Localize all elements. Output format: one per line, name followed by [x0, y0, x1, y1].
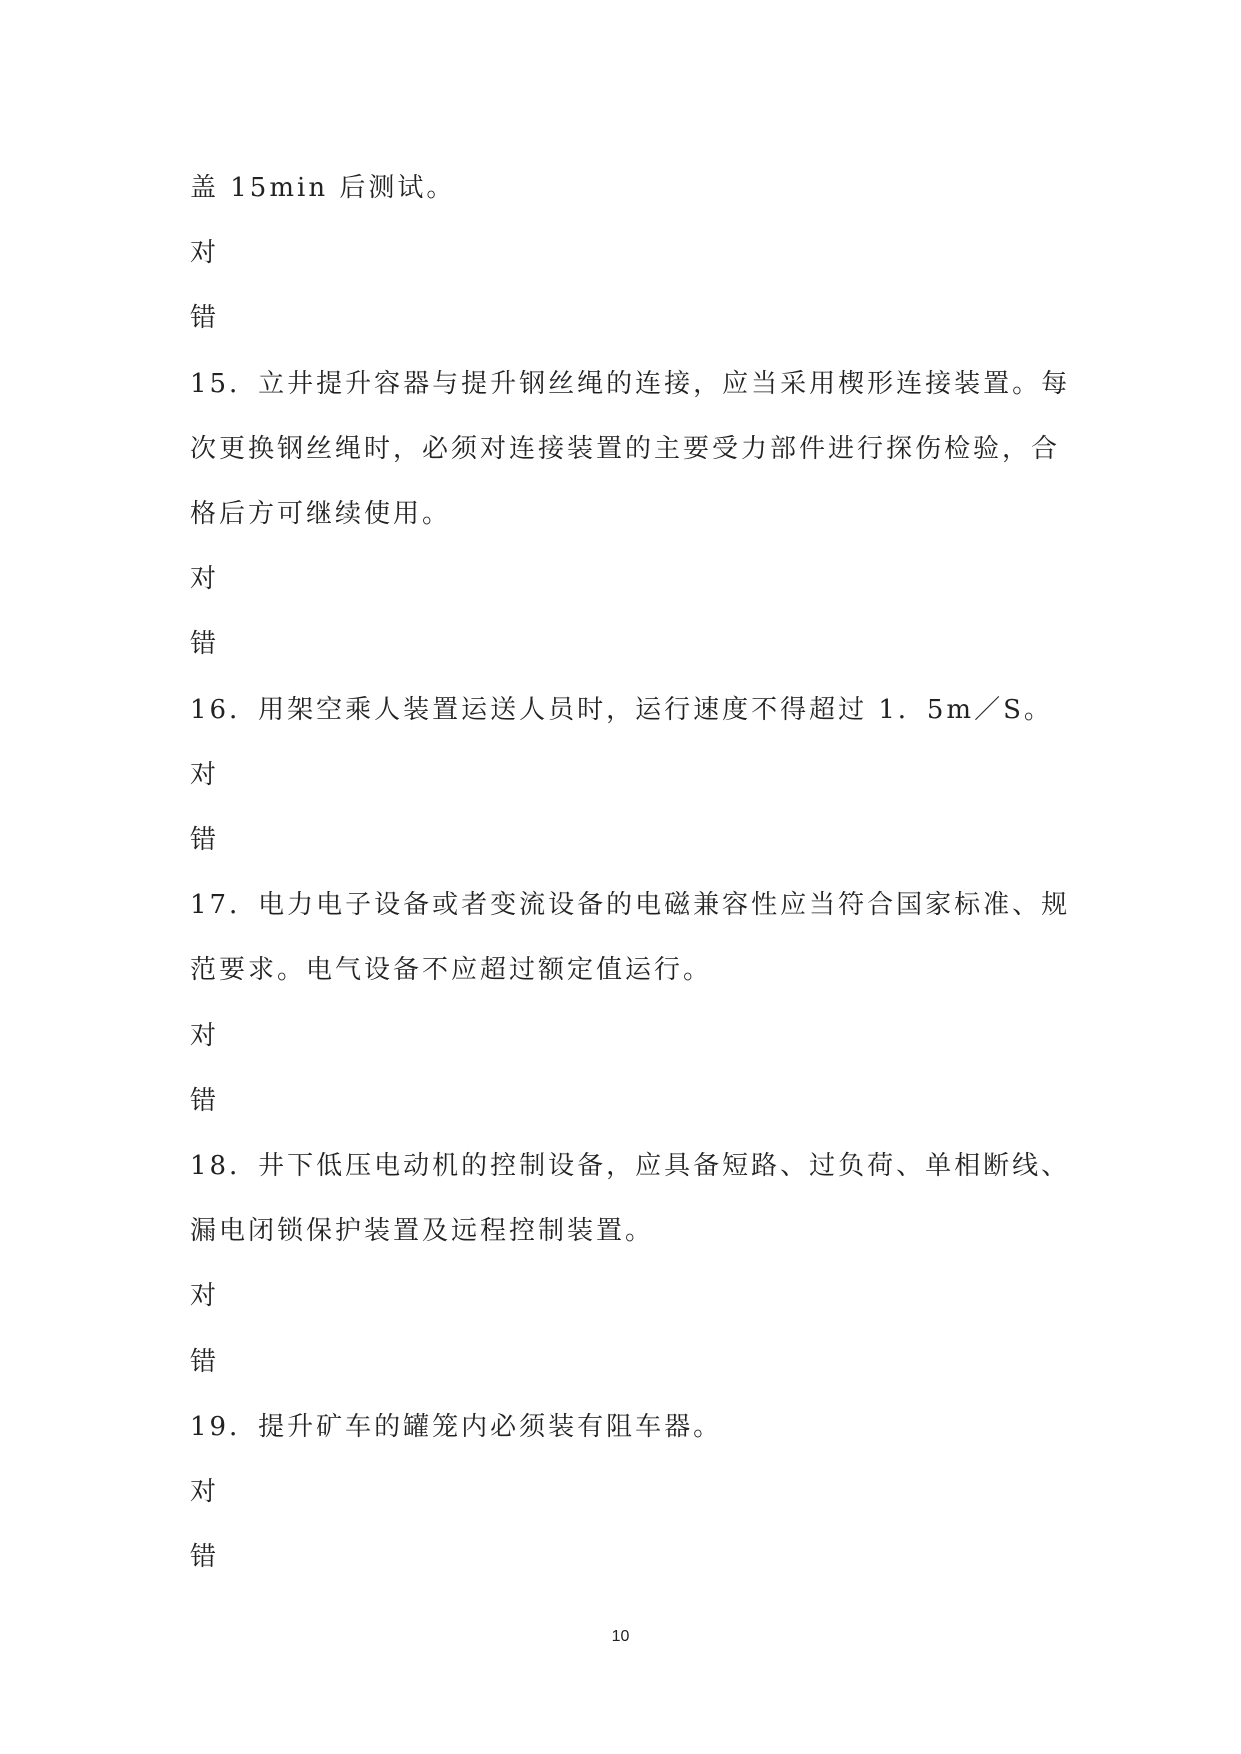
answer-option-false: 错: [190, 1346, 220, 1377]
answer-option-true: 对: [190, 1020, 220, 1051]
question-17: 17．电力电子设备或者变流设备的电磁兼容性应当符合国家标准、规: [190, 890, 1071, 921]
question-18: 18．井下低压电动机的控制设备，应具备短路、过负荷、单相断线、: [190, 1151, 1071, 1182]
page-number: 10: [611, 1628, 630, 1645]
answer-option-false: 错: [190, 303, 220, 334]
question-16: 16．用架空乘人装置运送人员时，运行速度不得超过 1．5m／S。: [190, 694, 1053, 725]
question-15-continued: 格后方可继续使用。: [190, 499, 452, 530]
page-content: [190, 156, 1070, 1590]
answer-option-true: 对: [190, 238, 220, 269]
question-17-continued: 范要求。电气设备不应超过额定值运行。: [190, 955, 713, 986]
answer-option-true: 对: [190, 564, 220, 595]
answer-option-true: 对: [190, 1281, 220, 1312]
answer-option-true: 对: [190, 1477, 220, 1508]
answer-option-false: 错: [190, 1542, 220, 1573]
answer-option-false: 错: [190, 825, 220, 856]
question-15-continued: 次更换钢丝绳时，必须对连接装置的主要受力部件进行探伤检验，合: [190, 433, 1061, 464]
text-line: 盖 15min 后测试。: [190, 173, 456, 203]
question-19: 19．提升矿车的罐笼内必须装有阻车器。: [190, 1411, 723, 1442]
answer-option-false: 错: [190, 1085, 220, 1116]
question-18-continued: 漏电闭锁保护装置及远程控制装置。: [190, 1216, 655, 1247]
answer-option-false: 错: [190, 629, 220, 660]
question-15: 15．立井提升容器与提升钢丝绳的连接，应当采用楔形连接装置。每: [190, 368, 1071, 399]
answer-option-true: 对: [190, 759, 220, 790]
